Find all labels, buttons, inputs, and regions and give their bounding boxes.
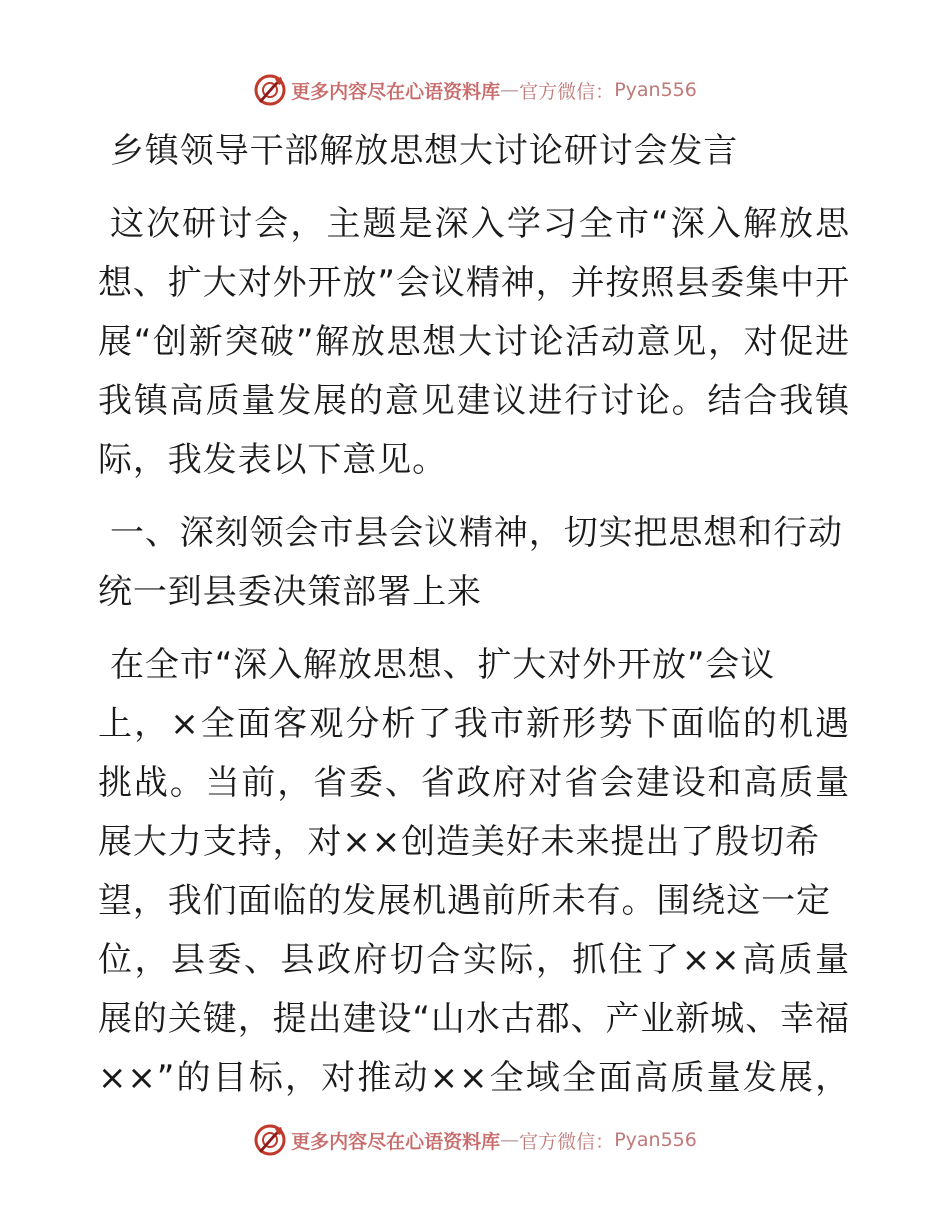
paragraph-line: 际，我发表以下意见。 [98,440,447,480]
document-title: 乡镇领导干部解放思想大讨论研讨会发言 [110,131,739,171]
spacer [98,622,850,636]
logo-icon [253,1123,287,1157]
watermark-banner-bottom [0,1120,950,1160]
paragraph-line: 挑战。当前，省委、省政府对省会建设和高质量 [98,763,850,803]
heading-line: 一、深刻领会市县会议精神，切实把思想和行动 [110,513,843,553]
watermark-site-text: 更多内容尽在心语资料库 [291,1130,501,1153]
paragraph-line: 展的关键，提出建设“山水古郡、产业新城、幸福 [98,999,850,1039]
logo-icon [253,73,287,107]
watermark-wechat-id: Pyan556 [614,1129,697,1151]
paragraph-line: 在全市“深入解放思想、扩大对外开放”会议 [110,645,776,685]
paragraph-line: 这次研讨会，主题是深入学习全市“深入解放思 [110,204,850,244]
paragraph-2 [98,636,850,1108]
watermark-wechat-label: 官方微信： [519,1130,615,1153]
paragraph-line: 展“创新突破”解放思想大讨论活动意见，对促进 [98,322,850,362]
paragraph-1 [98,195,850,490]
section-heading-1 [98,504,850,622]
watermark-site-text: 更多内容尽在心语资料库 [291,80,501,103]
watermark-wechat-label: 官方微信： [519,80,615,103]
paragraph-line: ××”的目标，对推动××全域全面高质量发展， [98,1058,850,1098]
paragraph-line: 位，县委、县政府切合实际，抓住了××高质量 [98,940,850,980]
paragraph-line: 想、扩大对外开放”会议精神，并按照县委集中开 [98,263,850,303]
paragraph-line: 望，我们面临的发展机遇前所未有。围绕这一定 [98,881,831,921]
watermark-wechat-id: Pyan556 [614,79,697,101]
watermark-dash: — [500,79,520,101]
paragraph-line: 我镇高质量发展的意见建议进行讨论。结合我镇 [98,381,850,421]
spacer [98,490,850,504]
watermark-dash: — [500,1129,520,1151]
heading-line: 统一到县委决策部署上来 [98,572,482,612]
document-body [98,122,850,1108]
spacer [98,181,850,195]
paragraph-line: 展大力支持，对××创造美好未来提出了殷切希 [98,822,820,862]
paragraph-line: 上，×全面客观分析了我市新形势下面临的机遇 [98,704,850,744]
watermark-banner-top [0,70,950,110]
